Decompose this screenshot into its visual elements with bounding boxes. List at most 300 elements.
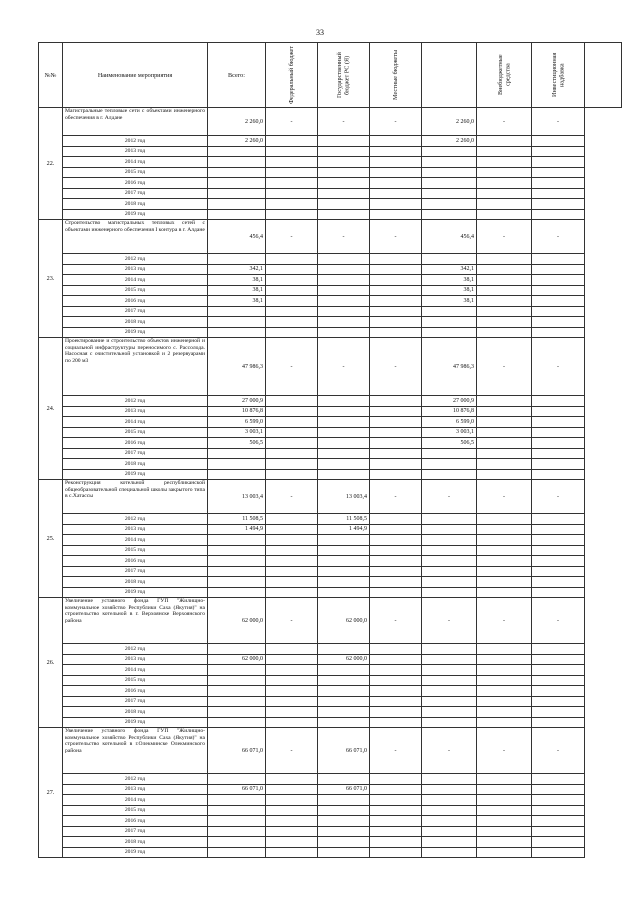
project-state-value: - xyxy=(318,220,370,254)
project-number: 22. xyxy=(39,108,63,220)
header-state-label: Государственный бюджет РС (Я) xyxy=(336,52,351,98)
year-row xyxy=(39,784,622,795)
year-state-value xyxy=(318,199,370,210)
year-federal-value xyxy=(266,524,318,535)
year-state-value xyxy=(318,696,370,707)
project-local-value: - xyxy=(370,728,422,774)
year-label: 2019 год xyxy=(63,469,208,480)
year-state-value xyxy=(318,707,370,718)
project-local-value: - xyxy=(370,220,422,254)
year-total-value: 11 508,5 xyxy=(208,514,266,525)
year-federal-value xyxy=(266,566,318,577)
year-investment-value xyxy=(477,296,532,307)
year-extrabudget-value xyxy=(422,847,477,858)
year-investment-value xyxy=(477,188,532,199)
year-federal-value xyxy=(266,805,318,816)
year-row xyxy=(39,847,622,858)
year-total-value xyxy=(208,535,266,546)
year-federal-value xyxy=(266,795,318,806)
year-row xyxy=(39,396,622,407)
year-federal-value xyxy=(266,587,318,598)
year-extrabudget-value xyxy=(422,805,477,816)
year-extra-value xyxy=(532,577,585,588)
year-federal-value xyxy=(266,469,318,480)
year-extrabudget-value: 38,1 xyxy=(422,285,477,296)
year-extra-value xyxy=(532,816,585,827)
year-extra-value xyxy=(532,417,585,428)
year-investment-value xyxy=(477,417,532,428)
year-extra-value xyxy=(532,686,585,697)
year-row xyxy=(39,805,622,816)
year-local-value xyxy=(370,136,422,147)
year-extra-value xyxy=(532,556,585,567)
year-total-value xyxy=(208,209,266,220)
year-extrabudget-value xyxy=(422,306,477,317)
year-row xyxy=(39,285,622,296)
project-state-value: - xyxy=(318,338,370,396)
project-state-value: 13 003,4 xyxy=(318,480,370,514)
year-investment-value xyxy=(477,327,532,338)
year-label: 2017 год xyxy=(63,826,208,837)
year-state-value xyxy=(318,317,370,328)
year-extra-value xyxy=(532,707,585,718)
year-state-value xyxy=(318,264,370,275)
year-extra-value xyxy=(532,847,585,858)
header-num: №№ xyxy=(39,43,63,108)
year-label: 2015 год xyxy=(63,167,208,178)
year-investment-value xyxy=(477,448,532,459)
year-extra-value xyxy=(532,795,585,806)
project-total-value: 456,4 xyxy=(208,220,266,254)
project-local-value: - xyxy=(370,598,422,644)
year-extra-value xyxy=(532,524,585,535)
year-state-value: 1 494,9 xyxy=(318,524,370,535)
year-total-value xyxy=(208,686,266,697)
year-local-value xyxy=(370,826,422,837)
year-federal-value xyxy=(266,306,318,317)
year-row xyxy=(39,707,622,718)
year-state-value xyxy=(318,545,370,556)
year-extra-value xyxy=(532,199,585,210)
year-extra-value xyxy=(532,285,585,296)
year-federal-value xyxy=(266,459,318,470)
year-local-value xyxy=(370,587,422,598)
year-extra-value xyxy=(532,327,585,338)
year-extra-value xyxy=(532,264,585,275)
year-investment-value xyxy=(477,438,532,449)
year-total-value: 10 876,8 xyxy=(208,406,266,417)
year-extra-value xyxy=(532,837,585,848)
year-label: 2018 год xyxy=(63,317,208,328)
year-label: 2014 год xyxy=(63,275,208,286)
year-extrabudget-value xyxy=(422,826,477,837)
year-row xyxy=(39,577,622,588)
year-state-value: 11 508,5 xyxy=(318,514,370,525)
year-row xyxy=(39,587,622,598)
year-label: 2012 год xyxy=(63,254,208,265)
year-investment-value xyxy=(477,167,532,178)
year-state-value xyxy=(318,566,370,577)
year-row xyxy=(39,686,622,697)
year-row xyxy=(39,816,622,827)
year-state-value xyxy=(318,427,370,438)
year-label: 2016 год xyxy=(63,816,208,827)
page-number: 33 xyxy=(316,28,324,37)
year-federal-value xyxy=(266,396,318,407)
year-local-value xyxy=(370,296,422,307)
year-extrabudget-value xyxy=(422,675,477,686)
year-local-value xyxy=(370,524,422,535)
year-state-value xyxy=(318,675,370,686)
project-number: 25. xyxy=(39,480,63,598)
year-extrabudget-value: 10 876,8 xyxy=(422,406,477,417)
year-local-value xyxy=(370,535,422,546)
year-label: 2014 год xyxy=(63,417,208,428)
project-extrabudget-value: - xyxy=(422,598,477,644)
year-extrabudget-value xyxy=(422,167,477,178)
year-state-value xyxy=(318,167,370,178)
project-extrabudget-value: 456,4 xyxy=(422,220,477,254)
year-investment-value xyxy=(477,406,532,417)
year-state-value xyxy=(318,448,370,459)
year-state-value xyxy=(318,275,370,286)
year-local-value xyxy=(370,396,422,407)
year-label: 2014 год xyxy=(63,535,208,546)
year-federal-value xyxy=(266,774,318,785)
year-state-value xyxy=(318,717,370,728)
year-extra-value xyxy=(532,438,585,449)
year-federal-value xyxy=(266,317,318,328)
year-extra-value xyxy=(532,784,585,795)
year-state-value xyxy=(318,254,370,265)
header-name: Наименование мероприятия xyxy=(63,43,208,108)
year-row xyxy=(39,406,622,417)
year-investment-value xyxy=(477,675,532,686)
year-total-value: 38,1 xyxy=(208,275,266,286)
year-local-value xyxy=(370,406,422,417)
year-local-value xyxy=(370,566,422,577)
project-number: 24. xyxy=(39,338,63,480)
year-label: 2012 год xyxy=(63,136,208,147)
year-total-value xyxy=(208,707,266,718)
year-federal-value xyxy=(266,146,318,157)
year-row xyxy=(39,774,622,785)
year-state-value xyxy=(318,406,370,417)
project-number: 26. xyxy=(39,598,63,728)
year-extrabudget-value xyxy=(422,157,477,168)
year-total-value xyxy=(208,577,266,588)
project-row xyxy=(39,108,622,136)
year-label: 2019 год xyxy=(63,717,208,728)
year-investment-value xyxy=(477,556,532,567)
year-local-value xyxy=(370,837,422,848)
project-number: 23. xyxy=(39,220,63,338)
year-local-value xyxy=(370,448,422,459)
year-total-value xyxy=(208,816,266,827)
year-total-value xyxy=(208,254,266,265)
year-extra-value xyxy=(532,188,585,199)
year-row xyxy=(39,837,622,848)
header-total: Всего: xyxy=(208,43,266,108)
year-state-value xyxy=(318,188,370,199)
year-extrabudget-value xyxy=(422,199,477,210)
year-extra-value xyxy=(532,644,585,655)
year-federal-value xyxy=(266,157,318,168)
year-federal-value xyxy=(266,275,318,286)
year-investment-value xyxy=(477,514,532,525)
year-row xyxy=(39,209,622,220)
year-extrabudget-value: 506,5 xyxy=(422,438,477,449)
header-local-label: Местные бюджеты xyxy=(391,50,399,100)
year-federal-value xyxy=(266,285,318,296)
year-label: 2012 год xyxy=(63,396,208,407)
year-row xyxy=(39,427,622,438)
year-federal-value xyxy=(266,427,318,438)
year-label: 2017 год xyxy=(63,696,208,707)
year-federal-value xyxy=(266,188,318,199)
year-total-value xyxy=(208,317,266,328)
year-investment-value xyxy=(477,816,532,827)
year-total-value xyxy=(208,188,266,199)
year-state-value: 62 000,0 xyxy=(318,654,370,665)
project-total-value: 13 003,4 xyxy=(208,480,266,514)
year-extrabudget-value xyxy=(422,254,477,265)
year-investment-value xyxy=(477,306,532,317)
year-local-value xyxy=(370,438,422,449)
year-label: 2019 год xyxy=(63,209,208,220)
year-state-value xyxy=(318,837,370,848)
year-local-value xyxy=(370,146,422,157)
project-name: Увеличение уставного фонда ГУП "Жилищно-коммунальное хозяйство Республики Саха (Якутия)" на строительство котельной в г. Верхоянске Верхоянского района xyxy=(63,598,208,644)
project-local-value: - xyxy=(370,108,422,136)
year-label: 2017 год xyxy=(63,188,208,199)
project-federal-value: - xyxy=(266,338,318,396)
year-investment-value xyxy=(477,396,532,407)
year-federal-value xyxy=(266,784,318,795)
year-investment-value xyxy=(477,254,532,265)
year-state-value xyxy=(318,417,370,428)
year-investment-value xyxy=(477,136,532,147)
project-number: 27. xyxy=(39,728,63,858)
year-extrabudget-value xyxy=(422,784,477,795)
year-local-value xyxy=(370,275,422,286)
project-row xyxy=(39,598,622,644)
year-total-value xyxy=(208,717,266,728)
year-federal-value xyxy=(266,644,318,655)
year-local-value xyxy=(370,707,422,718)
year-label: 2019 год xyxy=(63,587,208,598)
header-federal-label: Федеральный бюджет xyxy=(287,46,295,104)
year-extra-value xyxy=(532,545,585,556)
year-extra-value xyxy=(532,275,585,286)
year-extra-value xyxy=(532,296,585,307)
year-local-value xyxy=(370,784,422,795)
year-federal-value xyxy=(266,438,318,449)
year-total-value xyxy=(208,587,266,598)
year-extrabudget-value: 38,1 xyxy=(422,296,477,307)
year-label: 2012 год xyxy=(63,774,208,785)
year-total-value xyxy=(208,146,266,157)
year-extrabudget-value xyxy=(422,707,477,718)
project-total-value: 62 000,0 xyxy=(208,598,266,644)
year-label: 2018 год xyxy=(63,837,208,848)
year-label: 2017 год xyxy=(63,448,208,459)
year-label: 2016 год xyxy=(63,296,208,307)
year-extrabudget-value xyxy=(422,837,477,848)
year-investment-value xyxy=(477,469,532,480)
year-federal-value xyxy=(266,199,318,210)
year-extra-value xyxy=(532,774,585,785)
year-extrabudget-value xyxy=(422,459,477,470)
project-extra-value: - xyxy=(532,728,585,774)
project-extrabudget-value: - xyxy=(422,728,477,774)
year-local-value xyxy=(370,514,422,525)
year-total-value xyxy=(208,644,266,655)
year-state-value xyxy=(318,816,370,827)
year-federal-value xyxy=(266,448,318,459)
year-investment-value xyxy=(477,577,532,588)
year-local-value xyxy=(370,686,422,697)
project-extra-value: - xyxy=(532,480,585,514)
year-investment-value xyxy=(477,275,532,286)
year-total-value: 62 000,0 xyxy=(208,654,266,665)
year-row xyxy=(39,524,622,535)
header-empty xyxy=(422,43,477,108)
year-total-value xyxy=(208,826,266,837)
year-investment-value xyxy=(477,199,532,210)
project-total-value: 2 260,0 xyxy=(208,108,266,136)
year-label: 2012 год xyxy=(63,644,208,655)
year-federal-value xyxy=(266,707,318,718)
project-extra-value: - xyxy=(532,598,585,644)
year-investment-value xyxy=(477,707,532,718)
year-row xyxy=(39,665,622,676)
year-extra-value xyxy=(532,306,585,317)
year-state-value xyxy=(318,469,370,480)
year-extra-value xyxy=(532,566,585,577)
project-federal-value: - xyxy=(266,108,318,136)
year-state-value xyxy=(318,665,370,676)
year-federal-value xyxy=(266,816,318,827)
year-label: 2014 год xyxy=(63,157,208,168)
year-local-value xyxy=(370,327,422,338)
year-investment-value xyxy=(477,157,532,168)
year-federal-value xyxy=(266,696,318,707)
year-federal-value xyxy=(266,686,318,697)
year-label: 2017 год xyxy=(63,566,208,577)
year-federal-value xyxy=(266,545,318,556)
year-label: 2016 год xyxy=(63,438,208,449)
year-extra-value xyxy=(532,317,585,328)
year-investment-value xyxy=(477,178,532,189)
year-total-value xyxy=(208,459,266,470)
project-total-value: 47 986,3 xyxy=(208,338,266,396)
header-federal xyxy=(266,43,318,108)
year-state-value xyxy=(318,146,370,157)
year-label: 2013 год xyxy=(63,146,208,157)
year-total-value: 38,1 xyxy=(208,296,266,307)
year-investment-value xyxy=(477,285,532,296)
year-investment-value xyxy=(477,696,532,707)
year-row xyxy=(39,188,622,199)
table-header-row xyxy=(39,43,622,108)
project-federal-value: - xyxy=(266,220,318,254)
year-federal-value xyxy=(266,264,318,275)
year-extrabudget-value: 3 003,1 xyxy=(422,427,477,438)
year-total-value xyxy=(208,566,266,577)
year-federal-value xyxy=(266,296,318,307)
year-total-value xyxy=(208,696,266,707)
year-row xyxy=(39,327,622,338)
year-investment-value xyxy=(477,686,532,697)
year-extra-value xyxy=(532,427,585,438)
year-row xyxy=(39,459,622,470)
year-label: 2018 год xyxy=(63,459,208,470)
year-extra-value xyxy=(532,209,585,220)
project-row xyxy=(39,338,622,396)
year-local-value xyxy=(370,795,422,806)
year-row xyxy=(39,696,622,707)
year-row xyxy=(39,826,622,837)
year-extra-value xyxy=(532,469,585,480)
project-extrabudget-value: 2 260,0 xyxy=(422,108,477,136)
year-extrabudget-value xyxy=(422,774,477,785)
year-label: 2018 год xyxy=(63,199,208,210)
year-federal-value xyxy=(266,654,318,665)
year-extrabudget-value xyxy=(422,209,477,220)
year-extra-value xyxy=(532,514,585,525)
year-local-value xyxy=(370,774,422,785)
year-label: 2018 год xyxy=(63,707,208,718)
year-federal-value xyxy=(266,665,318,676)
year-label: 2015 год xyxy=(63,285,208,296)
year-investment-value xyxy=(477,209,532,220)
year-state-value xyxy=(318,644,370,655)
year-local-value xyxy=(370,717,422,728)
project-extrabudget-value: 47 986,3 xyxy=(422,338,477,396)
header-investment-label: Инвестиционная надбавка xyxy=(550,52,565,98)
year-investment-value xyxy=(477,566,532,577)
project-name: Проектирование и строительство объектов инженерной и социальной инфраструктуры переносимого с. Рассолода. Насосная с очистительной установкой и 2 резервуарами по 200 м3 xyxy=(63,338,208,396)
year-extrabudget-value xyxy=(422,816,477,827)
year-investment-value xyxy=(477,826,532,837)
year-total-value: 66 071,0 xyxy=(208,784,266,795)
year-row xyxy=(39,417,622,428)
year-row xyxy=(39,146,622,157)
year-row xyxy=(39,264,622,275)
year-label: 2015 год xyxy=(63,545,208,556)
header-empty-2 xyxy=(585,43,622,108)
year-row xyxy=(39,469,622,480)
year-total-value: 2 260,0 xyxy=(208,136,266,147)
year-row xyxy=(39,157,622,168)
year-state-value xyxy=(318,795,370,806)
year-label: 2014 год xyxy=(63,795,208,806)
year-local-value xyxy=(370,556,422,567)
year-row xyxy=(39,448,622,459)
year-extrabudget-value: 38,1 xyxy=(422,275,477,286)
year-state-value xyxy=(318,136,370,147)
year-label: 2015 год xyxy=(63,805,208,816)
year-local-value xyxy=(370,427,422,438)
year-extra-value xyxy=(532,178,585,189)
year-local-value xyxy=(370,306,422,317)
year-investment-value xyxy=(477,665,532,676)
year-total-value xyxy=(208,157,266,168)
year-label: 2019 год xyxy=(63,327,208,338)
year-state-value xyxy=(318,306,370,317)
project-federal-value: - xyxy=(266,598,318,644)
